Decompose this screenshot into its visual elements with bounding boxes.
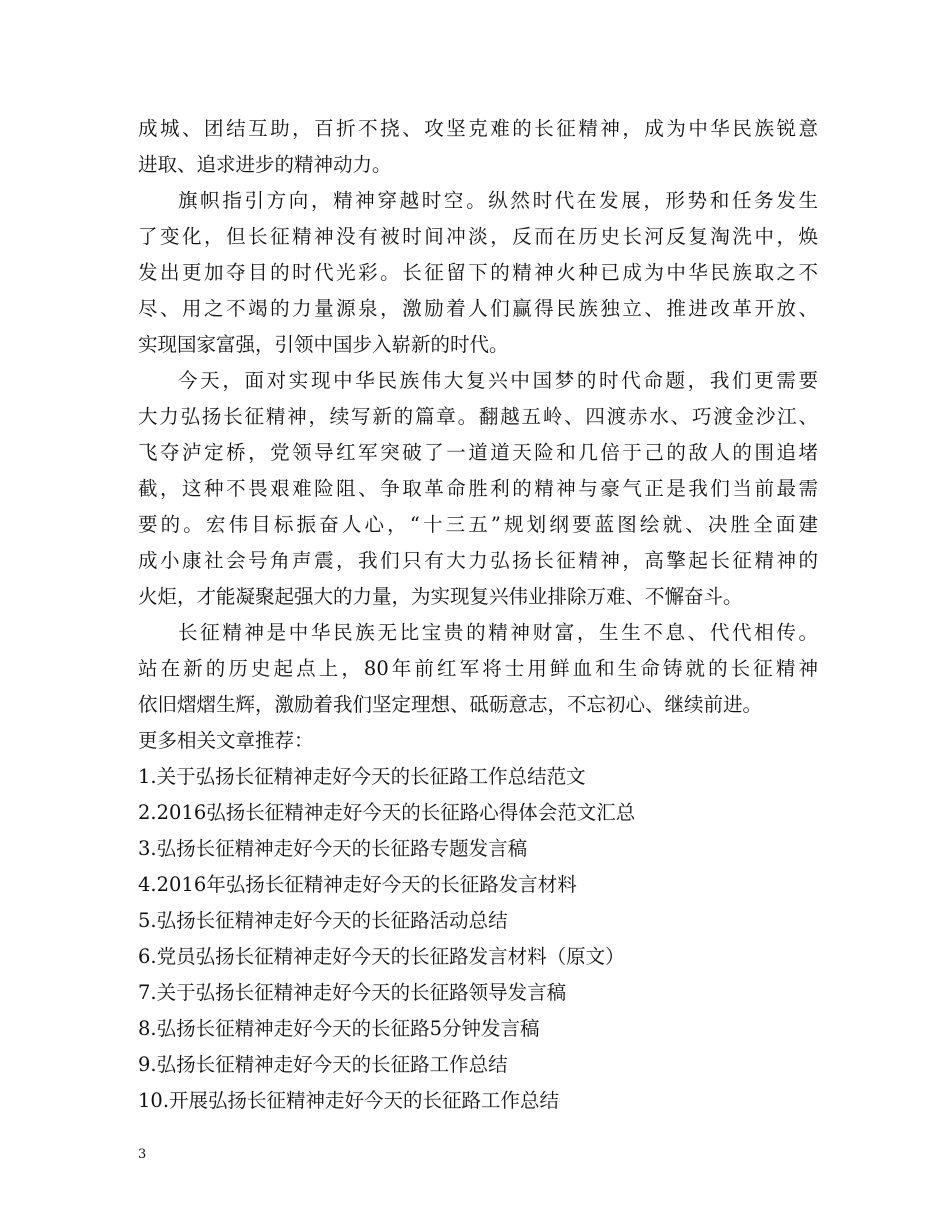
paragraph-4: [138, 615, 818, 723]
page-number: 3: [138, 1147, 147, 1162]
related-articles-list: [138, 759, 818, 1119]
related-article-link[interactable]: 5.弘扬长征精神走好今天的长征路活动总结: [138, 909, 508, 932]
text-line: 飞夺泸定桥，党领导红军突破了一道道天险和几倍于己的敌人的围追堵: [138, 441, 818, 464]
text-line: 旗帜指引方向，精神穿越时空。纵然时代在发展，形势和任务发生: [178, 189, 818, 212]
paragraph-1: [138, 111, 818, 183]
text-line: 依旧熠熠生辉，激励着我们坚定理想、砥砺意志，不忘初心、继续前进。: [138, 693, 763, 716]
text-line: 尽、用之不竭的力量源泉，激励着人们赢得民族独立、推进改革开放、: [138, 297, 818, 320]
related-article-link[interactable]: 7.关于弘扬长征精神走好今天的长征路领导发言稿: [138, 981, 567, 1004]
related-article-link[interactable]: 1.关于弘扬长征精神走好今天的长征路工作总结范文: [138, 765, 586, 788]
text-line: 站在新的历史起点上，80年前红军将士用鲜血和生命铸就的长征精神: [138, 657, 818, 680]
related-article-link[interactable]: 6.党员弘扬长征精神走好今天的长征路发言材料（原文）: [138, 945, 625, 968]
text-line: 了变化，但长征精神没有被时间冲淡，反而在历史长河反复淘洗中，焕: [138, 225, 818, 248]
text-line: 要的。宏伟目标振奋人心，“十三五”规划纲要蓝图绘就、决胜全面建: [138, 513, 818, 536]
related-article-link[interactable]: 8.弘扬长征精神走好今天的长征路5分钟发言稿: [138, 1017, 540, 1040]
paragraph-3: [138, 363, 818, 615]
text-line: 火炬，才能凝聚起强大的力量，为实现复兴伟业排除万难、不懈奋斗。: [138, 585, 743, 608]
text-line: 截，这种不畏艰难险阻、争取革命胜利的精神与豪气正是我们当前最需: [138, 477, 818, 500]
text-line: 长征精神是中华民族无比宝贵的精神财富，生生不息、代代相传。: [178, 621, 818, 644]
related-article-link[interactable]: 9.弘扬长征精神走好今天的长征路工作总结: [138, 1053, 508, 1076]
text-line: 大力弘扬长征精神，续写新的篇章。翻越五岭、四渡赤水、巧渡金沙江、: [138, 405, 818, 428]
text-line: 发出更加夺目的时代光彩。长征留下的精神火种已成为中华民族取之不: [138, 261, 818, 284]
paragraph-2: [138, 183, 818, 363]
related-article-link[interactable]: 2.2016弘扬长征精神走好今天的长征路心得体会范文汇总: [138, 801, 636, 824]
document-body: [138, 111, 818, 1119]
related-article-link[interactable]: 3.弘扬长征精神走好今天的长征路专题发言稿: [138, 837, 528, 860]
text-line: 实现国家富强，引领中国步入崭新的时代。: [138, 333, 509, 356]
related-articles-heading: 更多相关文章推荐：: [138, 729, 314, 752]
text-line: 今天，面对实现中华民族伟大复兴中国梦的时代命题，我们更需要: [178, 369, 818, 392]
related-article-link[interactable]: 4.2016年弘扬长征精神走好今天的长征路发言材料: [138, 873, 577, 896]
text-line: 进取、追求进步的精神动力。: [138, 153, 392, 176]
text-line: 成城、团结互助，百折不挠、攻坚克难的长征精神，成为中华民族锐意: [138, 117, 818, 140]
related-article-link[interactable]: 10.开展弘扬长征精神走好今天的长征路工作总结: [138, 1089, 560, 1112]
text-line: 成小康社会号角声震，我们只有大力弘扬长征精神，高擎起长征精神的: [138, 549, 818, 572]
